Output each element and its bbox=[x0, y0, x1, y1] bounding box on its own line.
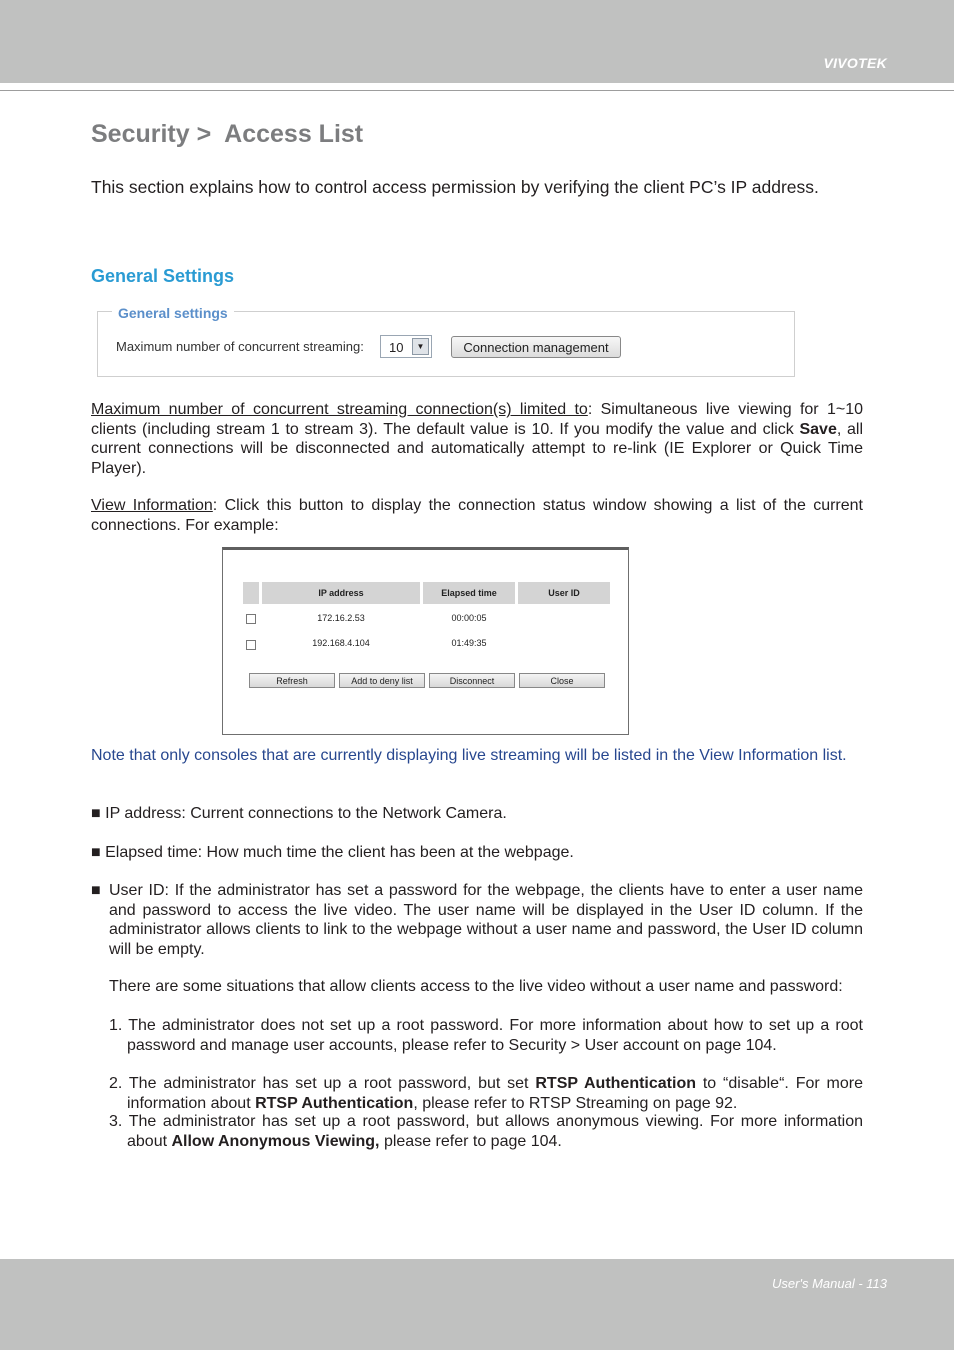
max-streaming-text-1: : Simultaneous live viewing for 1~10 clients (including stream 1 to stream 3). The default value is 10. If you modify the value and click bbox=[91, 401, 863, 438]
table-header-user: User ID bbox=[518, 582, 610, 604]
bullet-marker: ■ bbox=[91, 882, 101, 899]
row-checkbox[interactable] bbox=[246, 640, 256, 650]
bullet-marker: ■ bbox=[91, 805, 101, 822]
view-information-text: : Click this button to display the connection status window showing a list of the current connections. For example: bbox=[91, 497, 864, 534]
bullet-elapsed-time: ■ Elapsed time: How much time the client has been at the webpage. bbox=[91, 844, 574, 861]
disconnect-button[interactable]: Disconnect bbox=[429, 673, 515, 688]
header-divider bbox=[0, 90, 954, 91]
dropdown-arrow-icon[interactable]: ▼ bbox=[412, 338, 429, 355]
table-header-elapsed: Elapsed time bbox=[423, 582, 515, 604]
bullet-marker: ■ bbox=[91, 844, 101, 861]
row-time: 00:00:05 bbox=[451, 613, 487, 623]
list-item: 2. The administrator has set up a root password, but set RTSP Authentication to “disable“. For more information about RTSP Authentication, please refer to RTSP Streaming on page 92. bbox=[109, 1075, 863, 1112]
max-streaming-label: Maximum number of concurrent streaming: bbox=[116, 339, 364, 354]
row-time: 01:49:35 bbox=[451, 638, 487, 648]
max-streaming-term: Maximum number of concurrent streaming connection(s) limited to bbox=[91, 401, 588, 418]
save-term: Save bbox=[799, 420, 837, 438]
max-streaming-text-2: , all current connections will be disconnected and automatically attempt to re-link (IE Explorer or Quick Time Player). bbox=[91, 420, 864, 477]
general-settings-legend: General settings bbox=[112, 305, 234, 321]
brand-logo-text: VIVOTEK bbox=[823, 55, 887, 71]
view-information-term: View Information bbox=[91, 497, 213, 514]
row-checkbox[interactable] bbox=[246, 614, 256, 624]
page-title: Security > Access List bbox=[91, 120, 364, 148]
list-item: 1. The administrator does not set up a root password. For more information about how to set up a root password and manage user accounts, please refer to Security > User account on page 104. bbox=[109, 1017, 863, 1054]
situations-paragraph: There are some situations that allow clients access to the live video without a user name and password: bbox=[109, 978, 843, 995]
close-button[interactable]: Close bbox=[519, 673, 605, 688]
intro-paragraph: This section explains how to control access permission by verifying the client PC’s IP address. bbox=[91, 177, 819, 197]
refresh-button[interactable]: Refresh bbox=[249, 673, 335, 688]
page-number: User's Manual - 113 bbox=[772, 1276, 887, 1291]
row-ip: 172.16.2.53 bbox=[317, 613, 365, 623]
view-information-paragraph bbox=[91, 496, 863, 535]
add-to-deny-list-button[interactable]: Add to deny list bbox=[339, 673, 425, 688]
table-header-checkbox bbox=[243, 582, 259, 604]
bullet-ip-address: ■ IP address: Current connections to the Network Camera. bbox=[91, 805, 507, 822]
view-information-note: Note that only consoles that are currently displaying live streaming will be listed in the View Information list. bbox=[91, 747, 847, 764]
row-ip: 192.168.4.104 bbox=[312, 638, 370, 648]
table-header-ip: IP address bbox=[262, 582, 420, 604]
footer-bar bbox=[0, 1259, 954, 1350]
bullet-user-id: ■ User ID: If the administrator has set a password for the webpage, the clients have to enter a user name and password to access the live video. The user name will be displayed in the User ID column. If the administrator allows clients to link to the webpage without a user name and password, the User ID column will be empty. bbox=[91, 882, 863, 958]
header-bar bbox=[0, 0, 954, 83]
max-streaming-value: 10 bbox=[389, 340, 404, 355]
connection-management-button[interactable]: Connection management bbox=[451, 336, 621, 358]
list-item: 3. The administrator has set up a root password, but allows anonymous viewing. For more information about Allow Anonymous Viewing, please refer to page 104. bbox=[109, 1113, 863, 1150]
max-streaming-select[interactable] bbox=[380, 335, 432, 358]
max-streaming-paragraph bbox=[91, 400, 863, 478]
general-settings-heading: General Settings bbox=[91, 266, 235, 286]
